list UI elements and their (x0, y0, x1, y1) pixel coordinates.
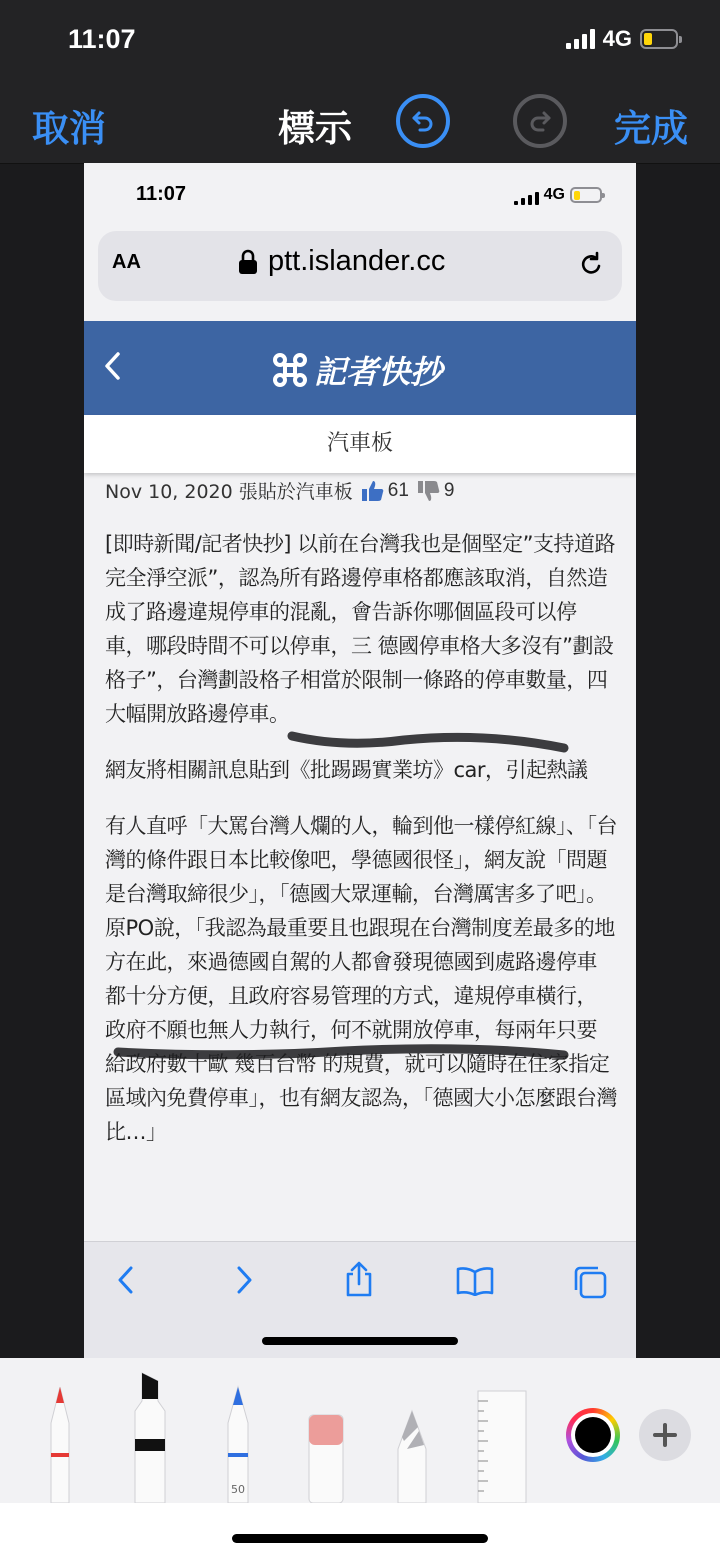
dislike-count[interactable]: 9 (417, 480, 455, 502)
home-indicator (232, 1534, 488, 1543)
site-logo[interactable] (272, 347, 442, 393)
inner-status-time: 11:07 (136, 183, 187, 205)
reload-icon[interactable] (578, 251, 604, 279)
article-paragraph: [即時新聞/記者快抄] 以前在台灣我也是個堅定”支持道路完全淨空派”，認為所有路邊停車格都應該取消，自然造成了路邊違規停車的混亂，會告訴你哪個區段可以停車，哪段時間不可以停車，三 德國停車格大多沒有”劃設格子”，台灣劃設格子相當於限制一條路的停車數量，四 大幅開放路邊停車。 (105, 532, 616, 726)
board-name: 汽車板 (84, 415, 636, 473)
cellular-signal-icon (566, 29, 595, 49)
pen-width-label: 50 (231, 1483, 245, 1496)
like-count[interactable]: 61 (361, 480, 409, 502)
markup-toolbar (0, 82, 720, 164)
marker-tool-icon[interactable] (128, 1371, 172, 1503)
inner-status-indicators (514, 185, 602, 205)
pen-tool-icon[interactable] (42, 1385, 78, 1503)
status-indicators (566, 26, 678, 52)
site-logo-text: 記者快抄 (314, 353, 443, 391)
bottom-area (0, 1503, 720, 1559)
lasso-tool-icon[interactable] (392, 1385, 432, 1503)
tabs-icon[interactable] (572, 1264, 608, 1300)
add-button[interactable] (639, 1409, 691, 1461)
pencil-tool-icon[interactable] (218, 1385, 258, 1503)
network-type: 4G (602, 26, 632, 51)
url-display[interactable] (238, 245, 445, 278)
inner-status-bar (84, 163, 636, 225)
redo-button[interactable] (513, 94, 567, 148)
browser-forward-icon[interactable] (232, 1264, 256, 1296)
post-meta (105, 477, 455, 504)
inner-battery-icon (570, 187, 602, 203)
markup-title: 標示 (278, 107, 352, 150)
battery-icon (640, 29, 678, 49)
ruler-tool-icon[interactable] (474, 1389, 530, 1503)
back-chevron-icon[interactable] (102, 349, 124, 383)
thumbs-down-icon (417, 480, 441, 502)
inner-home-indicator (262, 1337, 458, 1345)
undo-icon (408, 106, 438, 136)
plus-icon (652, 1422, 678, 1448)
markup-tools-palette (0, 1358, 720, 1503)
address-bar[interactable] (98, 231, 622, 301)
selected-color-swatch (575, 1417, 611, 1453)
article-body (105, 527, 617, 1171)
text-size-button[interactable]: AA (112, 251, 141, 273)
article-paragraph: 有人直呼「大罵台灣人爛的人，輪到他一樣停紅線」、「台灣的條件跟日本比較像吧，學德國很怪」，網友說「問題是台灣取締很少」，「德國大眾運輸，台灣厲害多了吧」。原PO說，「我認為最重要且也跟現在台灣制度差最多的地方在此，來過德國自駕的人都會發現德國到處路邊停車都十分方便，且政府容易管理的方式，違規停車橫行，政府不願也無人力執行，何不就開放停車，每兩年只要給政府數十歐 幾百台幣 的規費，就可以隨時在住家指定區域內免費停車」，也有網友認為，「德國大小怎麼跟台灣比…」 (105, 814, 617, 1144)
cancel-button[interactable]: 取消 (32, 107, 106, 150)
done-button[interactable]: 完成 (614, 107, 688, 150)
screenshot-canvas[interactable] (84, 163, 636, 1358)
redo-icon (525, 106, 555, 136)
thumbs-up-icon (361, 480, 385, 502)
command-key-icon (272, 352, 308, 388)
eraser-tool-icon[interactable] (306, 1385, 346, 1503)
status-time: 11:07 (68, 24, 136, 54)
undo-button[interactable] (396, 94, 450, 148)
color-picker[interactable] (566, 1408, 620, 1462)
inner-cellular-signal-icon (514, 185, 539, 205)
share-icon[interactable] (343, 1260, 375, 1298)
browser-back-icon[interactable] (114, 1264, 138, 1296)
article-paragraph: 網友將相關訊息貼到《批踢踢實業坊》car，引起熱議 (105, 758, 588, 782)
site-header (84, 321, 636, 415)
lock-icon (238, 249, 258, 275)
url-text: ptt.islander.cc (268, 245, 446, 277)
bookmarks-icon[interactable] (456, 1266, 494, 1296)
inner-network-type: 4G (543, 186, 565, 203)
post-date: Nov 10, 2020 張貼於汽車板 (105, 481, 353, 503)
status-bar (0, 0, 720, 82)
